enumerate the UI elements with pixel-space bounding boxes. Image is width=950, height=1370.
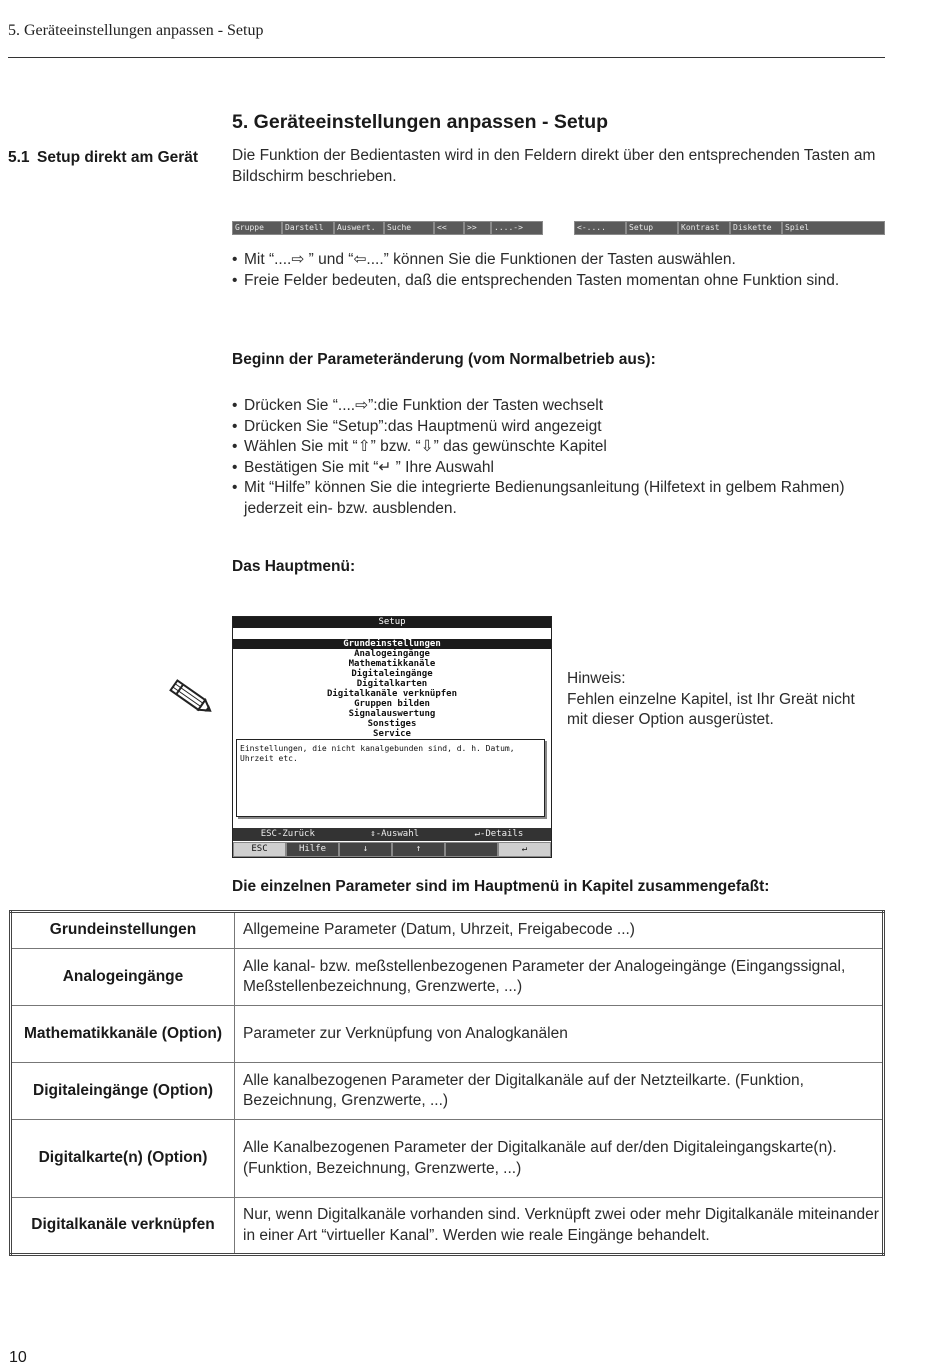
intro-paragraph: Die Funktion der Bedientasten wird in den Feldern direkt über den entsprechenden Tasten am Bildschirm beschrieben. — [232, 147, 876, 185]
param-name: Mathematikkanäle (Option) — [11, 1006, 235, 1063]
param-desc: Allgemeine Parameter (Datum, Uhrzeit, Freigabecode ...) — [235, 912, 884, 949]
section-number: 5.1 — [8, 149, 30, 166]
screen-key — [445, 842, 498, 857]
table-row — [11, 1120, 884, 1198]
menu-item: Signalauswertung — [348, 709, 436, 719]
screen-status-bar — [233, 828, 551, 841]
list-item: • Drücken Sie “Setup”:das Hauptmenü wird angezeigt — [232, 417, 872, 438]
param-desc: Parameter zur Verknüpfung von Analogkanälen — [235, 1006, 884, 1063]
softkey: <-.... — [574, 221, 626, 235]
table-row — [11, 1198, 884, 1255]
device-screen — [232, 616, 552, 858]
softkey-bar-right — [574, 221, 885, 235]
softkey: Spiel — [782, 221, 885, 235]
key-bullets — [232, 250, 872, 291]
param-desc: Alle kanalbezogenen Parameter der Digitalkanäle auf der Netzteilkarte. (Funktion, Bezeichnung, Grenzwerte, ...) — [235, 1063, 884, 1120]
screen-key: Hilfe — [286, 842, 339, 857]
list-item: • Bestätigen Sie mit “↵ ” Ihre Auswahl — [232, 458, 872, 479]
chapter-heading: 5. Geräteeinstellungen anpassen - Setup — [232, 111, 609, 133]
list-item: • Mit “....⇨ ” und “⇦....” können Sie die Funktionen der Tasten auswählen. — [232, 250, 872, 271]
menu-item: Grundeinstellungen — [233, 639, 551, 649]
subheading-parameters: Die einzelnen Parameter sind im Hauptmenü in Kapitel zusammengefaßt: — [232, 878, 770, 895]
hint-box — [567, 669, 867, 731]
param-name: Digitalkarte(n) (Option) — [11, 1120, 235, 1198]
softkey: Suche — [384, 221, 434, 235]
running-header: 5. Geräteeinstellungen anpassen - Setup — [8, 22, 264, 39]
menu-item: Digitalkarten — [356, 679, 428, 689]
param-desc: Alle kanal- bzw. meßstellenbezogenen Parameter der Analogeingänge (Eingangssignal, Meßstellenbezeichnung, Grenzwerte, ...) — [235, 949, 884, 1006]
screen-softkeys — [233, 842, 551, 857]
screen-title: Setup — [233, 617, 551, 628]
subheading-start: Beginn der Parameteränderung (vom Normalbetrieb aus): — [232, 351, 656, 368]
menu-item: Digitalkanäle verknüpfen — [326, 689, 458, 699]
table-row — [11, 1063, 884, 1120]
softkey: Darstell — [282, 221, 334, 235]
list-item: • Mit “Hilfe” können Sie die integrierte Bedienungsanleitung (Hilfetext in gelbem Rahmen) jederzeit ein- bzw. ausblenden. — [232, 478, 872, 519]
list-item: • Wählen Sie mit “⇧” bzw. “⇩” das gewünschte Kapitel — [232, 437, 872, 458]
table-row — [11, 949, 884, 1006]
parameter-table — [9, 910, 885, 1256]
screen-key: ↑ — [392, 842, 445, 857]
param-name: Digitalkanäle verknüpfen — [11, 1198, 235, 1255]
list-item: • Freie Felder bedeuten, daß die entsprechenden Tasten momentan ohne Funktion sind. — [232, 271, 872, 292]
status-text: ↵-Details — [474, 829, 524, 839]
screen-key: ↵ — [498, 842, 551, 857]
section-title: Setup direkt am Gerät — [37, 149, 199, 166]
menu-item: Analogeingänge — [354, 649, 430, 659]
softkey-bar-left — [232, 221, 543, 235]
hint-label: Hinweis: — [567, 670, 626, 687]
menu-item: Sonstiges — [367, 719, 417, 729]
page-number: 10 — [9, 1349, 27, 1366]
softkey: >> — [464, 221, 491, 235]
param-desc: Nur, wenn Digitalkanäle vorhanden sind. Verknüpft zwei oder mehr Digitalkanäle miteinander in einer Art “virtueller Kanal”. Werden wie reale Eingänge behandelt. — [235, 1198, 884, 1255]
param-name: Grundeinstellungen — [11, 912, 235, 949]
menu-item: Service — [373, 729, 411, 739]
param-desc: Alle Kanalbezogenen Parameter der Digitalkanäle auf der/den Digitaleingangskarte(n). (Funktion, Bezeichnung, Grenzwerte, ...) — [235, 1120, 884, 1198]
softkey: Kontrast — [678, 221, 730, 235]
header-rule — [8, 57, 885, 58]
steps-list — [232, 396, 872, 519]
list-item: • Drücken Sie “....⇨”:die Funktion der Tasten wechselt — [232, 396, 872, 417]
pencil-icon — [168, 678, 216, 718]
table-row — [11, 912, 884, 949]
param-name: Analogeingänge — [11, 949, 235, 1006]
screen-menu — [233, 639, 551, 739]
table-row — [11, 1006, 884, 1063]
status-text: ESC-Zurück — [260, 829, 315, 839]
status-text: ⇕-Auswahl — [370, 829, 420, 839]
menu-item: Digitaleingänge — [351, 669, 433, 679]
softkey: Setup — [626, 221, 678, 235]
softkey: ....-> — [491, 221, 543, 235]
softkey: Auswert. — [334, 221, 384, 235]
screen-key: ESC — [233, 842, 286, 857]
screen-key: ↓ — [339, 842, 392, 857]
softkey: Diskette — [730, 221, 782, 235]
subheading-main-menu: Das Hauptmenü: — [232, 558, 356, 575]
menu-item: Gruppen bilden — [354, 699, 430, 709]
param-name: Digitaleingänge (Option) — [11, 1063, 235, 1120]
softkey: Gruppe — [232, 221, 282, 235]
hint-text: Fehlen einzelne Kapitel, ist Ihr Greät nicht mit dieser Option ausgerüstet. — [567, 690, 855, 728]
menu-item: Mathematikkanäle — [348, 659, 436, 669]
screen-help-box: Einstellungen, die nicht kanalgebunden sind, d. h. Datum, Uhrzeit etc. — [236, 739, 545, 817]
softkey: << — [434, 221, 464, 235]
